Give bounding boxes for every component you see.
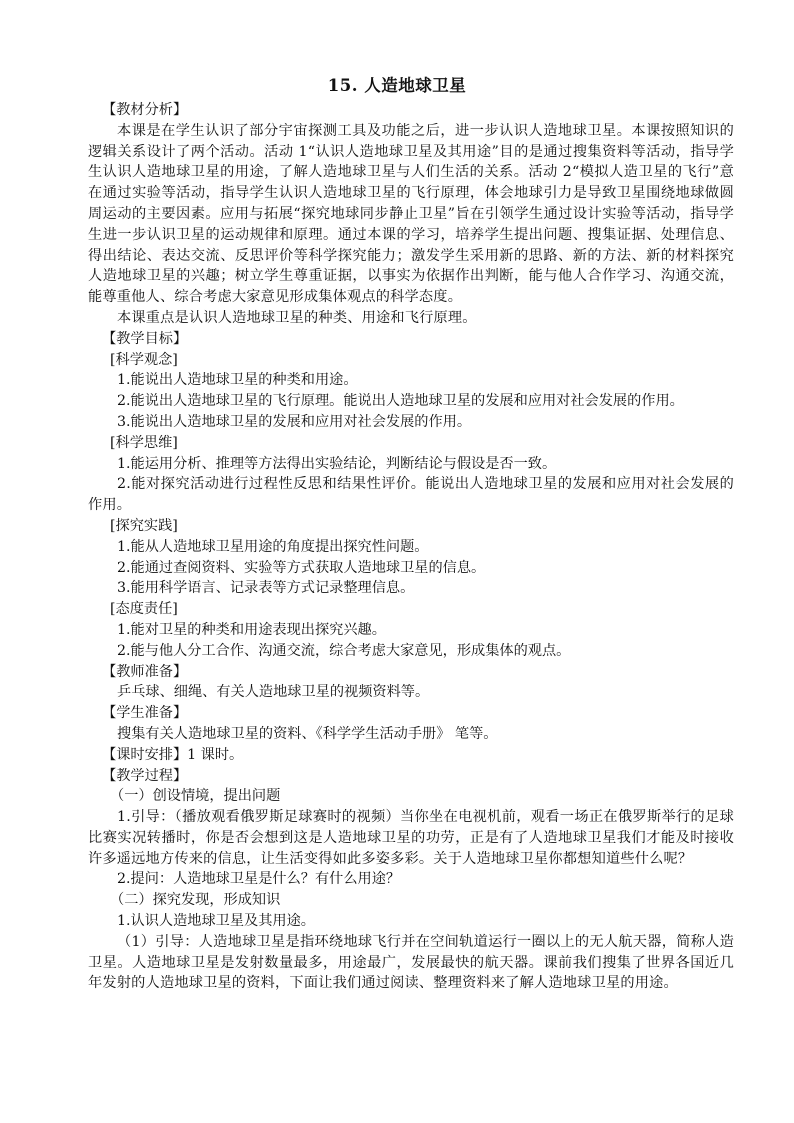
subheading-science-thinking: [科学思维] [110,434,178,451]
paragraph-student-prep: 搜集有关人造地球卫星的资料、《科学学生活动手册》 笔等。 [117,725,498,742]
list-item: 2.能与他人分工合作、沟通交流，综合考虑大家意见，形成集体的观点。 [117,642,571,659]
subheading-attitude-responsibility: [态度责任] [110,601,178,618]
list-item: 3.能说出人造地球卫星的发展和应用对社会发展的作用。 [117,413,472,430]
paragraph-key-point: 本课重点是认识人造地球卫星的种类、用途和飞行原理。 [117,309,477,326]
section-heading-objectives: 【教学目标】 [102,330,188,347]
paragraph-question: 2.提问：人造地球卫星是什么？有什么用途？ [117,871,401,888]
section-heading-textbook-analysis: 【教材分析】 [102,102,188,118]
document-body [88,100,734,994]
subheading-inquiry-practice: [探究实践] [110,517,178,534]
paragraph-teacher-prep: 乒乓球、细绳、有关人造地球卫星的视频资料等。 [117,684,430,701]
document-title: 15. 人造地球卫星 [327,76,467,95]
subheading-explore-discover: （二）探究发现，形成知识 [110,892,281,909]
section-heading-schedule: 【课时安排】1 课时。 [102,746,244,763]
list-item: 1.能从人造地球卫星用途的角度提出探究性问题。 [117,538,429,555]
paragraph-analysis: 本课是在学生认识了部分宇宙探测工具及功能之后，进一步认识人造地球卫星。本课按照知识的逻辑关系设计了两个活动。活动 1“认识人造地球卫星及其用途”目的是通过搜集资料等活动，指导学生认识人造地球卫星的用途，了解人造地球卫星与人们生活的关系。活动 2“模拟人造卫星的飞行”意在通过实验等活动，指导学生认识人造地球卫星的飞行原理，体会地球引力是导致卫星围绕地球做圆周运动的主要因素。应用与拓展“探究地球同步静止卫星”旨在引领学生通过设计实验等活动，指导学生进一步认识卫星的运动规律和原理。通过本课的学习，培养学生提出问题、搜集证据、处理信息、得出结论、表达交流、反思评价等科学探究能力；激发学生采用新的思路、新的方法、新的材料探究人造地球卫星的兴趣；树立学生尊重证据，以事实为依据作出判断，能与他人合作学习、沟通交流，能尊重他人、综合考虑大家意见形成集体观点的科学态度。 [88,122,734,306]
list-item: 1.认识人造地球卫星及其用途。 [117,913,315,930]
list-item: 1.能说出人造地球卫星的种类和用途。 [117,372,358,389]
subheading-science-concept: [科学观念] [110,351,178,368]
list-item: 1.能运用分析、推理等方法得出实验结论，判断结论与假设是否一致。 [117,455,557,472]
paragraph-guide-satellite: （1）引导：人造地球卫星是指环绕地球飞行并在空间轨道运行一圈以上的无人航天器，简称人造卫星。人造地球卫星是发射数量最多，用途最广，发展最快的航天器。课前我们搜集了世界各国近几年发射的人造地球卫星的资料，下面让我们通过阅读、整理资料来了解人造地球卫星的用途。 [88,933,734,992]
list-item: 2.能说出人造地球卫星的飞行原理。能说出人造地球卫星的发展和应用对社会发展的作用。 [117,393,684,410]
subheading-create-scenario: （一）创设情境，提出问题 [110,788,281,805]
list-item: 3.能用科学语言、记录表等方式记录整理信息。 [117,580,415,597]
list-item: 2.能对探究活动进行过程性反思和结果性评价。能说出人造地球卫星的发展和应用对社会发展的作用。 [88,476,734,514]
section-heading-process: 【教学过程】 [102,767,188,784]
section-heading-student-prep: 【学生准备】 [102,705,188,722]
section-heading-teacher-prep: 【教师准备】 [102,663,188,680]
list-item: 1.能对卫星的种类和用途表现出探究兴趣。 [117,621,386,638]
paragraph-guide: 1.引导：（播放观看俄罗斯足球赛时的视频）当你坐在电视机前，观看一场正在俄罗斯举行的足球比赛实况转播时，你是否会想到这是人造地球卫星的功劳，正是有了人造地球卫星我们才能及时接收许多遥远地方传来的信息，让生活变得如此多姿多彩。关于人造地球卫星你都想知道些什么呢？ [88,809,734,867]
list-item: 2.能通过查阅资料、实验等方式获取人造地球卫星的信息。 [117,559,486,576]
